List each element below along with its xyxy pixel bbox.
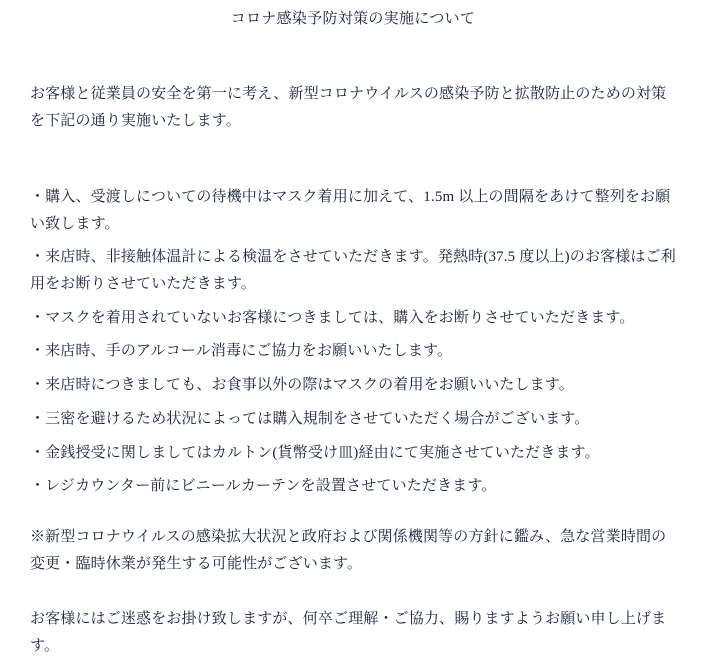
list-item: ・レジカウンター前にビニールカーテンを設置させていただきます。 <box>30 478 497 495</box>
list-item: ・来店時、手のアルコール消毒にご協力をお願いいたします。 <box>30 343 453 360</box>
list-item: ・三密を避けるため状況によっては購入規制をさせていただく場合がございます。 <box>30 410 590 427</box>
list-item: ・来店時、非接触体温計による検温をさせていただきます。発熱時(37.5 度以上)のお客様はご利用をお断りさせていただきます。 <box>30 249 676 293</box>
list-item: ・金銭授受に関しましてはカルトン(貨幣受け皿)経由にて実施させていただきます。 <box>30 444 600 461</box>
notice-paragraph: ※新型コロナウイルスの感染拡大状況と政府および関係機関等の方針に鑑み、急な営業時間の変更・臨時休業が発生する可能性がございます。 <box>30 528 667 572</box>
measures-list <box>0 184 706 500</box>
page-title: コロナ感染予防対策の実施について <box>230 11 476 27</box>
list-item: ・マスクを着用されていないお客様につきましては、購入をお断りさせていただきます。 <box>30 309 635 326</box>
document-page <box>0 8 706 654</box>
intro-section <box>0 81 706 137</box>
notice-section <box>0 524 706 578</box>
closing-paragraph: お客様にはご迷惑をお掛け致しますが、何卒ご理解・ご協力、賜りますようお願い申し上げます。 <box>30 610 667 654</box>
closing-section <box>0 606 706 660</box>
intro-paragraph: お客様と従業員の安全を第一に考え、新型コロナウイルスの感染予防と拡散防止のための対策を下記の通り実施いたします。 <box>30 85 667 130</box>
list-item: ・来店時につきましても、お食事以外の際はマスクの着用をお願いいたします。 <box>30 377 574 394</box>
list-item: ・購入、受渡しについての待機中はマスク着用に加えて、1.5m 以上の間隔をあけて整列をお願い致します。 <box>30 189 671 232</box>
